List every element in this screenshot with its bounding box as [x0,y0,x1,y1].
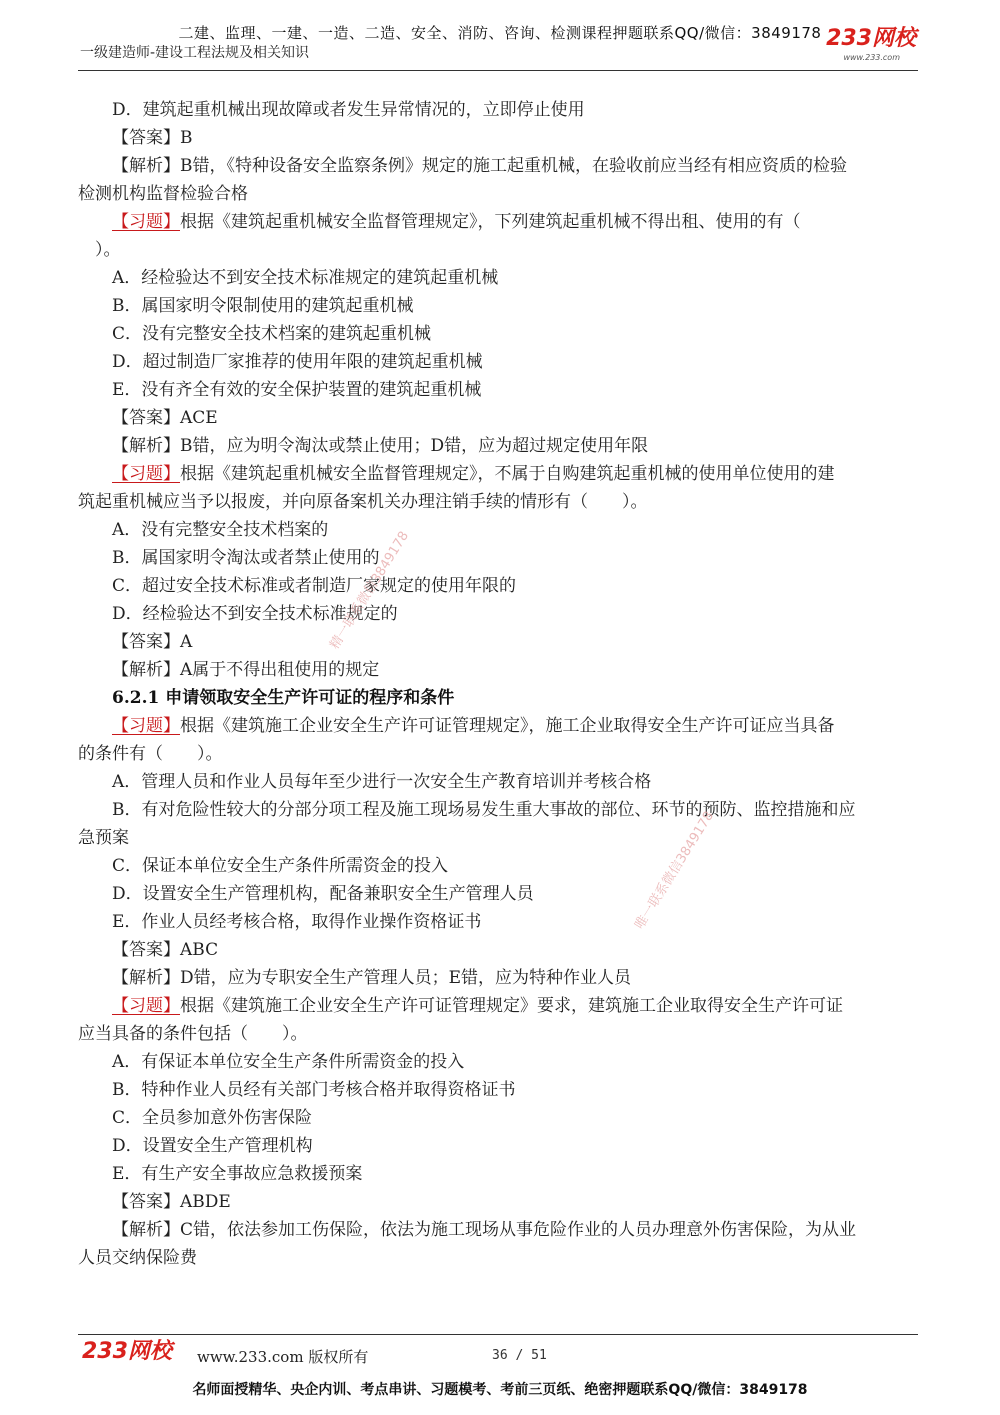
header-divider [78,70,918,71]
text-line: D．超过制造厂家推荐的使用年限的建筑起重机械 [112,352,483,372]
exercise-question [78,208,928,236]
text-line: 应当具备的条件包括（ ）。 [78,1024,308,1044]
exercise-text: 根据《建筑施工企业安全生产许可证管理规定》，施工企业取得安全生产许可证应当具备 [180,716,835,736]
page-number: 36 / 51 [492,1348,547,1363]
text-line: E．有生产安全事故应急救援预案 [112,1164,363,1184]
text-line: 【答案】ABC [112,940,219,960]
text-line: 【答案】ACE [112,408,218,428]
watermark: 唯一联系微信3849178 [632,808,718,933]
exercise-tag: 【习题】 [112,996,180,1016]
header-logo-url: www.233.com [843,53,900,62]
text-line: D．设置安全生产管理机构 [112,1136,313,1156]
text-line: 【解析】B错，《特种设备安全监察条例》规定的施工起重机械，在验收前应当经有相应资质的检验 [112,156,847,176]
text-line: E．没有齐全有效的安全保护装置的建筑起重机械 [112,380,482,400]
text-line: 【解析】A属于不得出租使用的规定 [112,660,380,680]
text-line: A．管理人员和作业人员每年至少进行一次安全生产教育培训并考核合格 [112,772,652,792]
text-line: D．建筑起重机械出现故障或者发生异常情况的，立即停止使用 [112,100,585,120]
exercise-question [78,712,928,740]
exercise-question [78,460,928,488]
text-line: E．作业人员经考核合格，取得作业操作资格证书 [112,912,482,932]
exercise-tag: 【习题】 [112,212,180,232]
text-line: 检测机构监督检验合格 [78,184,248,204]
text-line: 人员交纳保险费 [78,1248,197,1268]
footer-divider [78,1334,918,1335]
text-line: 【解析】B错，应为明令淘汰或禁止使用；D错，应为超过规定使用年限 [112,436,649,456]
exercise-question [78,992,928,1020]
footer-promo: 名师面授精华、央企内训、考点串讲、习题模考、考前三页纸、绝密押题联系QQ/微信：3849178 [192,1382,808,1398]
watermark: 精一联系微信3849178 [327,528,413,653]
text-line: 的条件有（ ）。 [78,744,223,764]
text-line: A．有保证本单位安全生产条件所需资金的投入 [112,1052,465,1072]
text-line: 【解析】C错，依法参加工伤保险，依法为施工现场从事危险作业的人员办理意外伤害保险，为从业 [112,1220,857,1240]
exercise-text: 根据《建筑起重机械安全监督管理规定》，不属于自购建筑起重机械的使用单位使用的建 [180,464,835,484]
footer-copyright: www.233.com 版权所有 [197,1348,369,1366]
document-body [78,96,928,1272]
text-line: C．没有完整安全技术档案的建筑起重机械 [112,324,432,344]
text-line: A．经检验达不到安全技术标准规定的建筑起重机械 [112,268,499,288]
text-line: A．没有完整安全技术档案的 [112,520,329,540]
text-line: B．属国家明令限制使用的建筑起重机械 [112,296,414,316]
header-logo: 233网校 [826,26,916,51]
text-line: 【解析】D错，应为专职安全生产管理人员；E错，应为特种作业人员 [112,968,632,988]
text-line: ）。 [78,240,121,260]
text-line: C．保证本单位安全生产条件所需资金的投入 [112,856,449,876]
text-line: D．设置安全生产管理机构，配备兼职安全生产管理人员 [112,884,534,904]
header-promo: 二建、监理、一建、一造、二造、安全、消防、咨询、检测课程押题联系QQ/微信：3849178 [178,24,822,42]
text-line: B．有对危险性较大的分部分项工程及施工现场易发生重大事故的部位、环节的预防、监控措施和应 [112,800,856,820]
text-line: B．特种作业人员经有关部门考核合格并取得资格证书 [112,1080,516,1100]
exercise-tag: 【习题】 [112,716,180,736]
header-subtitle: 一级建造师-建设工程法规及相关知识 [80,45,310,61]
text-line: 筑起重机械应当予以报废，并向原备案机关办理注销手续的情形有（ ）。 [78,492,648,512]
text-line: C．全员参加意外伤害保险 [112,1108,313,1128]
text-line: 【答案】ABDE [112,1192,231,1212]
text-line: 急预案 [78,828,129,848]
exercise-text: 根据《建筑施工企业安全生产许可证管理规定》要求，建筑施工企业取得安全生产许可证 [180,996,843,1016]
section-heading: 6.2.1 申请领取安全生产许可证的程序和条件 [112,688,455,708]
footer-logo: 233网校 [82,1339,172,1364]
text-line: D．经检验达不到安全技术标准规定的 [112,604,398,624]
text-line: B．属国家明令淘汰或者禁止使用的 [112,548,380,568]
text-line: C．超过安全技术标准或者制造厂家规定的使用年限的 [112,576,517,596]
text-line: 【答案】B [112,128,193,148]
exercise-tag: 【习题】 [112,464,180,484]
exercise-text: 根据《建筑起重机械安全监督管理规定》，下列建筑起重机械不得出租、使用的有（ [180,212,801,232]
text-line: 【答案】A [112,632,193,652]
